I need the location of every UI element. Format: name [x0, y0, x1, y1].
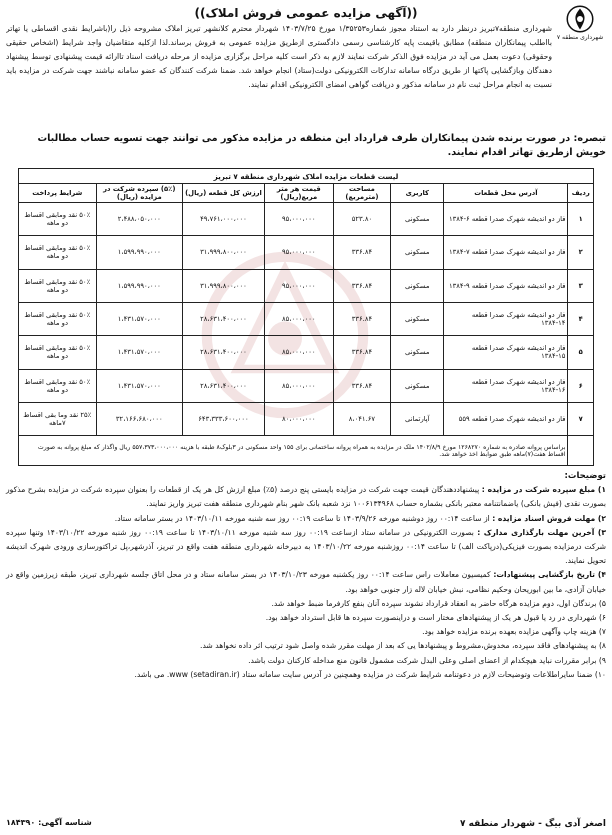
- table-row: [19, 336, 594, 369]
- cell-payment: ۵۰٪ نقد ومابقی اقساط دو ماهه: [19, 269, 97, 302]
- intro-text: شهرداری منطقه۷تبریز درنظر دارد به استناد مجوز شماره۱/۳۵۲۵۳ مورخ ۱۴۰۳/۷/۲۵ شهردار محترم کلانشهر تبریز املاک مشروحه ذیل را(باشرایط نقدی اقساطی یا تهاتر بااطلب پیمانکاران منطقه) مطابق باقیمت پایه کارشناسی رسمی دادگستری ازطریق مزایده عمومی به فروش برساند.لذا ازکلیه متقاضیان واجد شرایط (اشخاص حقیقی وحقوقی) دعوت بعمل می آید در مزایده فوق الذکر شرکت نمایند لازم به ذکر است کلیه مراحل برگزاری مزایده از مرحله دریافت اسناد تاارائه قیمت پیشنهادی توسط پیشنهاد دهندگان وبازگشایی پاکتها از طریق درگاه سامانه تدارکات الکترونیکی دولت(ستاد) انجام خواهد شد. ضمنا شرکت کنندگان که عضو سامانه نباشند جهت شرکت در مزایده باید نسبت به انجام مراحل ثبت نام در سامانه مذکور و دریافت گواهی امضای الکترونیکی اقدام نمایند.: [6, 24, 552, 89]
- intro-continuation: [6, 19, 606, 89]
- ad-code: شناسه آگهی: ۱۸۴۳۹۰: [6, 818, 92, 827]
- cell-unit-price: ۸۵،۰۰۰،۰۰۰: [264, 336, 333, 369]
- cell-address: فاز دو اندیشه شهرک صدرا قطعه ۷-۱۳۸۴: [444, 236, 568, 269]
- footer: [6, 790, 606, 830]
- row7-note: براساس پروانه صادره به شماره ۱۲۶۸۲۷۰ مورخ ۱۴۰۲/۸/۹ ملک در مزایده به همراه پروانه ساختمانی برای ۱۵۵ واحد مسکونی در ۳بلوک۸ طبقه با هزینه ۵۵۷،۳۷۳،۰۰۰،۰۰۰ ریال واگذار که مبلغ پروانه به صورت اقساط هفت(۷)ماهه طبق ضوابط اخذ خواهد شد.: [19, 436, 568, 466]
- cell-payment: ۲۵٪ نقد وما بقی اقساط ۷ماهه: [19, 402, 97, 435]
- cell-payment: ۵۰٪ نقد ومابقی اقساط دو ماهه: [19, 336, 97, 369]
- note-text: کمیسیون معاملات راس ساعت ۰۰:۱۴ روز یکشنبه مورخه ۱۴۰۳/۱۰/۲۳ در بستر سامانه ستاد و در محل اتاق جلسه شهرداری تبریز، طبقه زیرزمین واقع در خیابان آزادی، ما بین ابوریحان وحکیم نظامی، نبش خیابان لاله زار جنوبی خواهد بود.: [6, 570, 606, 594]
- cell-address: فاز دو اندیشه شهرک صدرا قطعه ۶-۱۳۸۴: [444, 203, 568, 236]
- cell-address: فاز دو اندیشه شهرک صدرا قطعه ۱۶-۱۳۸۴: [444, 369, 568, 402]
- cell-unit-price: ۸۰،۰۰۰،۰۰۰: [264, 402, 333, 435]
- note-label: ۳) آخرین مهلت بارگذاری مدارک :: [477, 527, 606, 537]
- note-text: ۱۰) ضمنا سایراطلاعات وتوضیحات لازم در دعوتنامه شرایط شرکت در مزایده وهمچنین در آدرس سایت سامانه ستاد (setadiran.ir) www. می باشد.: [134, 669, 606, 679]
- cell-use: مسکونی: [391, 269, 444, 302]
- cell-empty: [568, 436, 594, 466]
- cell-address: فاز دو اندیشه شهرک صدرا قطعه ۵۵۹: [444, 402, 568, 435]
- cell-total-value: ۲۸،۶۳۱،۴۰۰،۰۰۰: [182, 302, 264, 335]
- note-item: [6, 512, 606, 526]
- table-row: [19, 369, 594, 402]
- cell-total-value: ۳۱،۹۹۹،۸۰۰،۰۰۰: [182, 236, 264, 269]
- cell-use: مسکونی: [391, 236, 444, 269]
- note-text: از ساعت ۰۰:۱۴ روز دوشنبه مورخه ۱۴۰۳/۹/۲۶ تا ساعت ۰۰:۱۹ روز سه شنبه مورخه ۱۴۰۳/۱۰/۱۱ در بستر سامانه ستاد.: [114, 513, 490, 523]
- cell-address: فاز دو اندیشه شهرک صدرا قطعه ۱۵-۱۳۸۴: [444, 336, 568, 369]
- cell-deposit: ۲،۴۸۸،۰۵۰،۰۰۰: [96, 203, 182, 236]
- cell-unit-price: ۸۵،۰۰۰،۰۰۰: [264, 302, 333, 335]
- note-text: پیشنهاددهندگان قیمت جهت شرکت در مزایده بایستی پنج درصد (۵٪) مبلغ ارزش کل هر یک از قطعات را بعنوان سپرده شرکت در مزایده بشرح مذکور بصورت نقدی (فیش بانکی) یاضمانتنامه معتبر بانکی بشماره حساب ۱۰۰۶۱۳۴۹۶۸ نزد شعبه بانک شهر بنام شهرداری منطقه هفت تبریز واریز نمایند.: [6, 485, 606, 509]
- note-item: [6, 597, 606, 611]
- notes-section: [6, 469, 606, 682]
- table-row: [19, 402, 594, 435]
- cell-area: ۳۳۶.۸۴: [333, 236, 391, 269]
- table-row: [19, 302, 594, 335]
- cell-deposit: ۱،۴۳۱،۵۷۰،۰۰۰: [96, 336, 182, 369]
- note-item: [6, 611, 606, 625]
- table-row: [19, 269, 594, 302]
- cell-deposit: ۱،۵۹۹،۹۹۰،۰۰۰: [96, 236, 182, 269]
- note-item: [6, 526, 606, 569]
- cell-deposit: ۱،۵۹۹،۹۹۰،۰۰۰: [96, 269, 182, 302]
- cell-area: ۳۳۶.۸۴: [333, 302, 391, 335]
- cell-total-value: ۶۴۳،۳۳۳،۶۰۰،۰۰۰: [182, 402, 264, 435]
- cell-total-value: ۳۱،۹۹۹،۸۰۰،۰۰۰: [182, 269, 264, 302]
- cell-area: ۳۳۶.۸۴: [333, 369, 391, 402]
- note-item: [6, 568, 606, 596]
- note-label: ۱) مبلغ سپرده شرکت در مزایده :: [481, 485, 606, 495]
- cell-area: ۳۳۶.۸۴: [333, 269, 391, 302]
- th-total-value: ارزش کل قطعه (ریال): [182, 184, 264, 203]
- cell-row-number: ۳: [568, 269, 594, 302]
- note-text: ۶) شهرداری در رد یا قبول هر یک از پیشنهادهای مختار است و دراینصورت سپرده ها قابل استرداد خواهد بود.: [265, 613, 606, 623]
- th-deposit: (۵٪) سپرده شرکت در مزایده (ریال): [96, 184, 182, 203]
- cell-unit-price: ۹۵،۰۰۰،۰۰۰: [264, 203, 333, 236]
- note-text: بصورت الکترونیکی در سامانه ستاد ازساعت ۰۰:۱۹ روز سه شنبه مورخه ۱۴۰۳/۱۰/۱۱ تا ساعت ۰۰:۱۹ روز شنبه مورخه ۱۴۰۳/۱۰/۲۲ وتنها سپرده شرکت درمزایده بصورت فیزیکی(درپاکت الف) تا ساعت ۰۰:۱۴ روزشنبه مورخه ۱۴۰۳/۱۰/۲۲ به دبیرخانه شهرداری منطقه هفت واقع در تبریز، آذرشهر،پل تراکتورسازی ورودی شهرک اندیشه تحویل نمایند.: [6, 527, 607, 566]
- cell-row-number: ۵: [568, 336, 594, 369]
- page-title: ((آگهی مزایده عمومی فروش املاک)): [194, 6, 418, 20]
- cell-deposit: ۳۲،۱۶۶،۶۸۰،۰۰۰: [96, 402, 182, 435]
- cell-address: فاز دو اندیشه شهرک صدرا قطعه ۱۴-۱۳۸۴: [444, 302, 568, 335]
- cell-row-number: ۲: [568, 236, 594, 269]
- table-header-row: [19, 184, 594, 203]
- th-area: مساحت (مترمربع): [333, 184, 391, 203]
- cell-row-number: ۱: [568, 203, 594, 236]
- cell-use: مسکونی: [391, 302, 444, 335]
- cell-payment: ۵۰٪ نقد ومابقی اقساط دو ماهه: [19, 302, 97, 335]
- note-text: ۹) برابر مقررات نباید هیچکدام از اعضای اصلی وعلی البدل شرکت مشمول قانون منع مداخله کارکنان دولت باشد.: [248, 655, 606, 665]
- cell-area: ۸،۰۴۱.۶۷: [333, 402, 391, 435]
- cell-deposit: ۱،۴۳۱،۵۷۰،۰۰۰: [96, 302, 182, 335]
- table-row: [19, 236, 594, 269]
- cell-unit-price: ۸۵،۰۰۰،۰۰۰: [264, 369, 333, 402]
- cell-total-value: ۴۹،۷۶۱،۰۰۰،۰۰۰: [182, 203, 264, 236]
- cell-payment: ۵۰٪ نقد ومابقی اقساط دو ماهه: [19, 236, 97, 269]
- cell-address: فاز دو اندیشه شهرک صدرا قطعه ۹-۱۳۸۴: [444, 269, 568, 302]
- th-row: ردیف: [568, 184, 594, 203]
- signer-name: اصغر آدی بیگ - شهردار منطقه ۷: [460, 819, 606, 829]
- note-text: ۸) به پیشنهادهای فاقد سپرده، مخدوش،مشروط و پیشنهادها یی که بعد از مهلت مقرر شده واصل شود ترتیب اثر داده نخواهد شد.: [200, 641, 606, 651]
- note-text: ۷) هزینه چاپ وآگهی مزایده بعهده برنده مزایده خواهد بود.: [422, 627, 606, 637]
- notes-list: [6, 483, 606, 682]
- table-caption: لیست قطعات مزایده املاک شهرداری منطقه ۷ تبریز: [19, 169, 594, 184]
- cell-unit-price: ۹۵،۰۰۰،۰۰۰: [264, 269, 333, 302]
- th-use: کاربری: [391, 184, 444, 203]
- note-item: [6, 654, 606, 668]
- note-text: ۵) برندگان اول، دوم مزایده هرگاه حاضر به انعقاد قرارداد نشوند سپرده آنان بنفع کارفرما ضبط خواهد شد.: [271, 598, 606, 608]
- note-label: ۲) مهلت فروش اسناد مزایده :: [492, 513, 606, 523]
- cell-area: ۳۳۶.۸۴: [333, 336, 391, 369]
- notes-title: توضیحات:: [564, 471, 606, 481]
- cell-total-value: ۲۸،۶۳۱،۴۰۰،۰۰۰: [182, 369, 264, 402]
- table-row-note: [19, 436, 594, 466]
- cell-deposit: ۱،۴۳۱،۵۷۰،۰۰۰: [96, 369, 182, 402]
- th-payment: شرایط پرداخت: [19, 184, 97, 203]
- cell-row-number: ۶: [568, 369, 594, 402]
- table-row: [19, 203, 594, 236]
- cell-row-number: ۴: [568, 302, 594, 335]
- cell-use: مسکونی: [391, 369, 444, 402]
- parcels-table: [18, 168, 594, 466]
- note-item: [6, 639, 606, 653]
- th-unit-price: قیمت هر متر مربع(ریال): [264, 184, 333, 203]
- cell-total-value: ۲۸،۶۳۱،۴۰۰،۰۰۰: [182, 336, 264, 369]
- note-item: [6, 668, 606, 682]
- note-item: [6, 483, 606, 511]
- cell-payment: ۵۰٪ نقد ومابقی اقساط دو ماهه: [19, 203, 97, 236]
- cell-row-number: ۷: [568, 402, 594, 435]
- cell-unit-price: ۹۵،۰۰۰،۰۰۰: [264, 236, 333, 269]
- note-label: ۴) تاریخ بازگشایی پیشنهادات:: [493, 570, 606, 580]
- cell-use: مسکونی: [391, 336, 444, 369]
- emphasis-note: تبصره: در صورت برنده شدن پیمانکاران طرف قرارداد این منطقه در مزایده مذکور می توانند جهت تسویه حساب مطالبات خویش ازطریق تهاتر اقدام نمایند.: [37, 133, 606, 158]
- note-item: [6, 625, 606, 639]
- cell-use: آپارتمانی: [391, 402, 444, 435]
- table-body: [19, 203, 594, 466]
- cell-payment: ۵۰٪ نقد ومابقی اقساط دو ماهه: [19, 369, 97, 402]
- cell-area: ۵۲۳.۸۰: [333, 203, 391, 236]
- th-address: آدرس محل قطعات: [444, 184, 568, 203]
- cell-use: مسکونی: [391, 203, 444, 236]
- parcels-table-wrap: [18, 168, 594, 466]
- org-caption: شهرداری منطقه ۷: [556, 34, 604, 41]
